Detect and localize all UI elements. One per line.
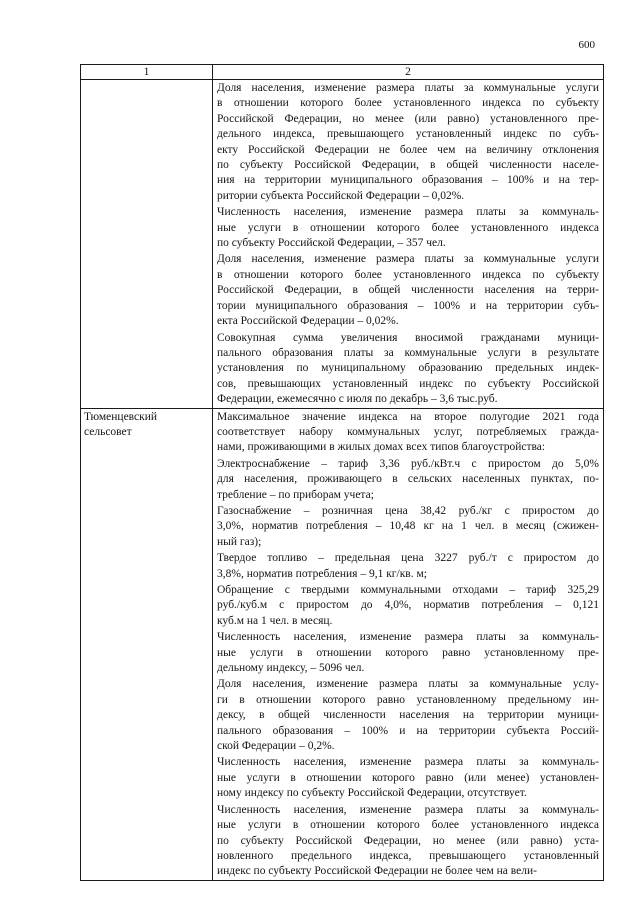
text-line: Совокупная сумма увеличения вносимой гражданами муници- bbox=[217, 331, 599, 344]
text-line: Российской Федерации, но менее (или равно) установленного пре- bbox=[217, 112, 599, 125]
text-line: дельного индекса, превышающего установленный индекс по субъ- bbox=[217, 128, 599, 141]
text-line: Доля населения, изменение размера платы за коммунальные услу- bbox=[217, 678, 599, 691]
municipality-name-line: сельсовет bbox=[84, 425, 132, 438]
text-line: 3,8%, норматив потребления – 9,1 кг/кв. м; bbox=[217, 567, 427, 580]
municipality-cell bbox=[81, 408, 213, 880]
text-line: Численность населения, изменение размера платы за коммуналь- bbox=[217, 631, 599, 644]
table-row bbox=[81, 408, 604, 880]
paragraph bbox=[217, 504, 599, 550]
municipality-name bbox=[81, 409, 212, 441]
paragraph bbox=[217, 81, 599, 204]
text-line: соответствует набору коммунальных услуг, потребляемых гражда- bbox=[217, 425, 599, 438]
text-line: Численность населения, изменение размера платы за коммуналь- bbox=[217, 756, 599, 769]
text-line: ритории субъекта Российской Федерации – 0,02%. bbox=[217, 189, 465, 202]
text-line: пального образования платы за коммунальные услуги в результате bbox=[217, 346, 599, 359]
text-line: по субъекту Российской Федерации, в общей численности населе- bbox=[217, 159, 599, 172]
municipality-name bbox=[81, 80, 212, 81]
text-line: пального образования – 100% и на территории субъекта Россий- bbox=[217, 724, 599, 737]
text-line: ные услуги в отношении которого более установленного индекса bbox=[217, 221, 599, 234]
text-line: ные услуги в отношении которого равно установленному пре- bbox=[217, 646, 599, 659]
description-cell bbox=[213, 408, 604, 880]
text-line: екту Российской Федерации не более чем на величину отклонения bbox=[217, 143, 599, 156]
text-line: в отношении которого более установленного индекса по субъекту bbox=[217, 268, 599, 281]
text-line: нами, проживающими в жилых домах всех типов благоустройства: bbox=[217, 441, 546, 454]
table-header-row bbox=[81, 65, 604, 80]
column-header-2: 2 bbox=[213, 65, 604, 80]
text-line: Численность населения, изменение размера платы за коммуналь- bbox=[217, 803, 599, 816]
paragraph bbox=[217, 677, 599, 754]
description-cell bbox=[213, 80, 604, 409]
paragraph bbox=[217, 803, 599, 880]
municipality-name-line: Тюменцевский bbox=[84, 410, 158, 423]
table-row bbox=[81, 80, 604, 409]
text-line: ный газ); bbox=[217, 535, 262, 548]
text-line: куб.м на 1 чел. в месяц. bbox=[217, 614, 333, 627]
text-line: сов, превышающих установленный индекс по субъекту Российской bbox=[217, 377, 599, 390]
paragraph bbox=[217, 551, 599, 582]
paragraph bbox=[217, 457, 599, 503]
paragraph bbox=[217, 252, 599, 329]
text-line: екта Российской Федерации – 0,02%. bbox=[217, 315, 399, 328]
text-line: дельному индексу, – 5096 чел. bbox=[217, 662, 365, 675]
text-line: Электроснабжение – тариф 3,36 руб./кВт.ч с приростом до 5,0% bbox=[217, 457, 599, 470]
paragraph bbox=[217, 205, 599, 251]
column-header-1: 1 bbox=[81, 65, 213, 80]
text-line: ния на территории муниципального образования – 100% и на тер- bbox=[217, 174, 599, 187]
text-line: Газоснабжение – розничная цена 38,42 руб./кг с приростом до bbox=[217, 504, 599, 517]
text-line: ному индексу по субъекту Российской Федерации, отсутствует. bbox=[217, 787, 527, 800]
text-line: для населения, проживающего в сельских населенных пунктах, по- bbox=[217, 473, 599, 486]
paragraph bbox=[217, 331, 599, 408]
text-line: Доля населения, изменение размера платы за коммунальные услуги bbox=[217, 253, 599, 266]
text-line: по субъекту Российской Федерации, – 357 чел. bbox=[217, 237, 446, 250]
text-line: Доля населения, изменение размера платы за коммунальные услуги bbox=[217, 82, 599, 94]
text-line: Обращение с твердыми коммунальными отходами – тариф 325,29 bbox=[217, 584, 599, 596]
text-line: по субъекту Российской Федерации, но менее (или равно) уста- bbox=[217, 834, 599, 847]
text-line: Численность населения, изменение размера платы за коммуналь- bbox=[217, 206, 599, 219]
paragraph bbox=[217, 755, 599, 801]
text-line: ные услуги в отношении которого более установленного индекса bbox=[217, 819, 599, 832]
text-line: ные услуги в отношении которого равно (или менее) установлен- bbox=[217, 771, 599, 784]
text-line: Твердое топливо – предельная цена 3227 руб./т с приростом до bbox=[217, 552, 599, 565]
text-line: ской Федерации – 0,2%. bbox=[217, 740, 335, 753]
text-line: новленного предельного индекса, превышающего установленный bbox=[217, 849, 599, 862]
text-line: ги в отношении которого равно установленному предельному ин- bbox=[217, 693, 599, 706]
paragraph bbox=[217, 630, 599, 676]
text-line: Федерации, ежемесячно с июля по декабрь – 3,6 тыс.руб. bbox=[217, 393, 498, 406]
municipality-cell bbox=[81, 80, 213, 409]
text-line: Российской Федерации, в общей численности населения на терри- bbox=[217, 284, 599, 297]
text-line: тории муниципального образования – 100% и на территории субъ- bbox=[217, 299, 599, 312]
text-line: 3,0%, норматив потребления – 10,48 кг на 1 чел. в месяц (сжижен- bbox=[217, 520, 599, 533]
text-line: дексу, в общей численности населения на территории муници- bbox=[217, 709, 599, 722]
text-line: установления по муниципальному образованию предельных индек- bbox=[217, 362, 599, 375]
text-line: Максимальное значение индекса на второе полугодие 2021 года bbox=[217, 410, 599, 423]
text-line: требление – по приборам учета; bbox=[217, 488, 374, 501]
text-line: индекс по субъекту Российской Федерации не более чем на вели- bbox=[217, 865, 537, 878]
tariff-table bbox=[80, 64, 604, 881]
paragraph bbox=[217, 583, 599, 629]
text-line: руб./куб.м с приростом до 4,0%, норматив потребления – 0,121 bbox=[217, 599, 599, 612]
page-number: 600 bbox=[578, 39, 595, 51]
paragraph bbox=[217, 410, 599, 456]
text-line: в отношении которого более установленного индекса по субъекту bbox=[217, 97, 599, 110]
